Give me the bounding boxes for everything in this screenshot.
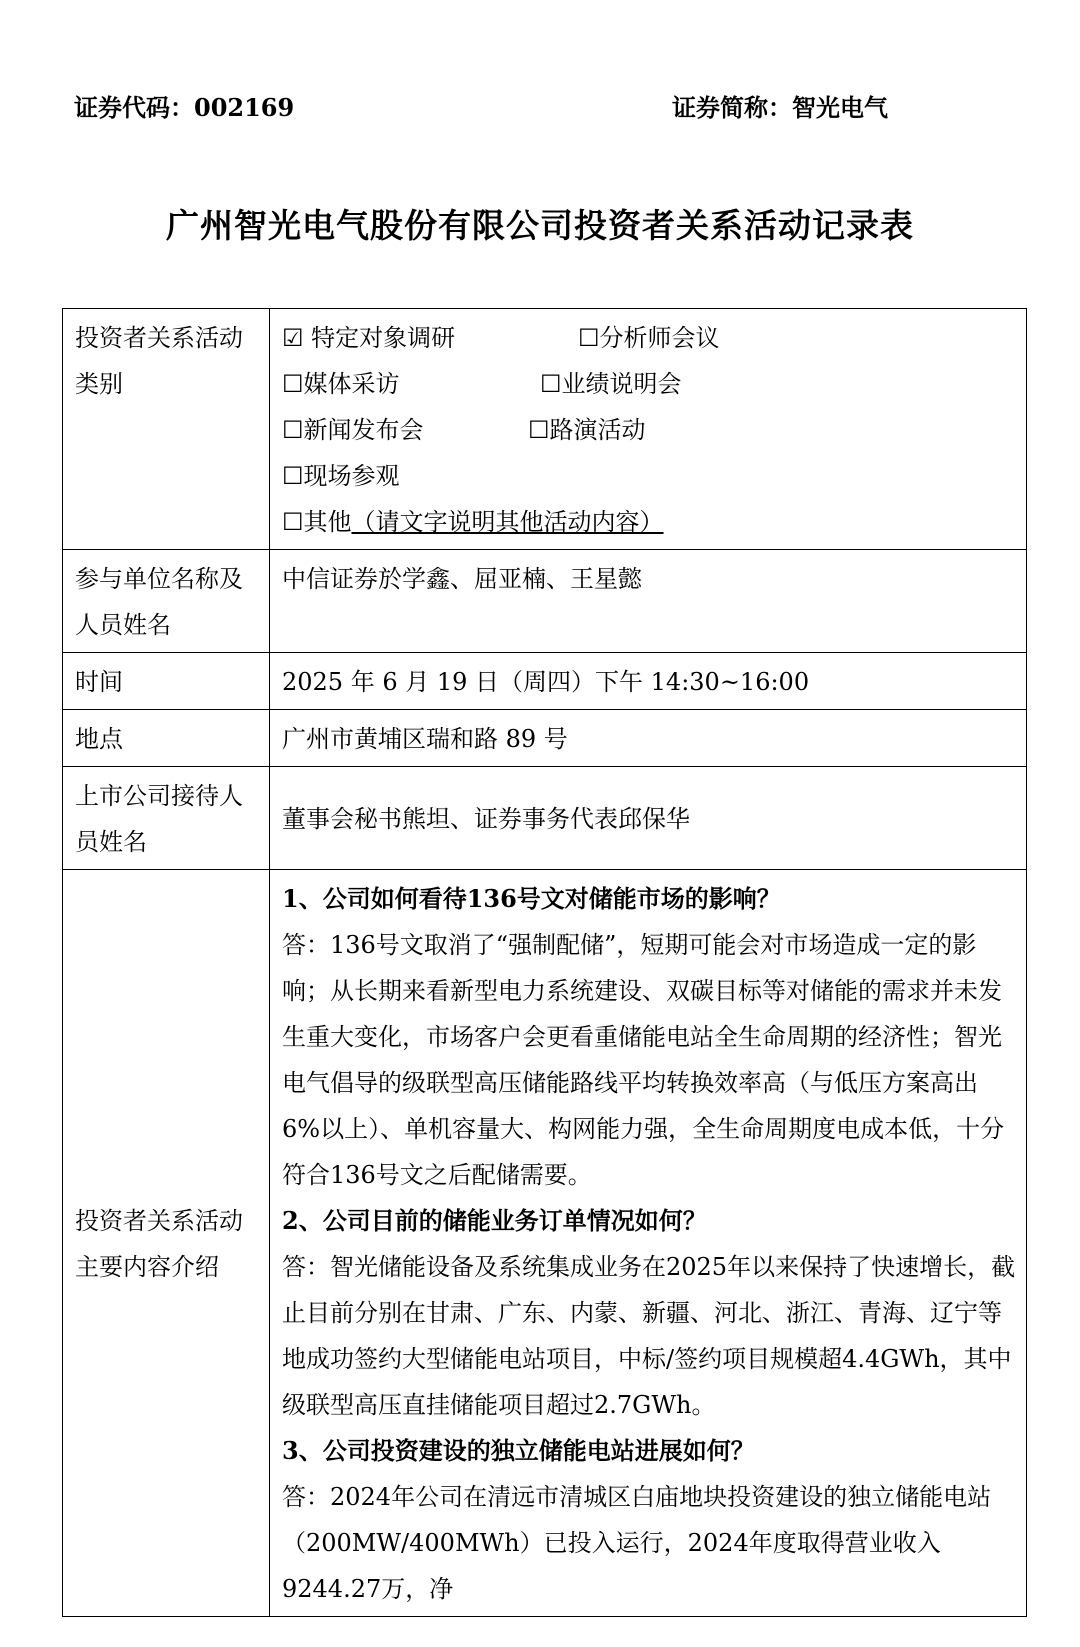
question-3: 3、公司投资建设的独立储能电站进展如何？ [282,1436,755,1465]
security-code: 证券代码：002169 [74,93,295,122]
page-title: 广州智光电气股份有限公司投资者关系活动记录表 [166,206,914,245]
answer-1: 答：136号文取消了“强制配储”，短期可能会对市场造成一定的影响；从长期来看新型电力系统建设、双碳目标等对储能的需求并未发生重大变化，市场客户会更看重储能电站全生命周期的经济性；智光电气倡导的级联型高压储能路线平均转换效率高（与低压方案高出6%以上）、单机容量大、构网能力强，全生命周期度电成本低，十分符合136号文之后配储需要。 [282,931,1005,1189]
record-table [62,308,1027,1617]
option-line-4 [282,453,1016,499]
label-time: 时间 [63,653,270,710]
option-earnings-briefing[interactable]: ☐业绩说明会 [540,370,682,398]
option-site-visit[interactable]: ☐现场参观 [282,462,400,490]
option-line-5 [282,499,1016,545]
value-time: 2025 年 6 月 19 日（周四）下午 14:30~16:00 [270,653,1027,710]
label-receivers: 上市公司接待人员姓名 [63,767,270,870]
question-2: 2、公司目前的储能业务订单情况如何？ [282,1206,707,1235]
row-content [63,870,1027,1617]
option-roadshow[interactable]: ☐路演活动 [528,416,646,444]
answer-3: 答：2024年公司在清远市清城区白庙地块投资建设的独立储能电站（200MW/400MWh）已投入运行，2024年度取得营业收入9244.27万，净 [282,1483,992,1603]
option-media-interview[interactable]: ☐媒体采访 [282,370,400,398]
activity-type-options [270,309,1027,550]
question-1: 1、公司如何看待136号文对储能市场的影响？ [282,884,781,913]
checkbox-icon: ☐ [282,370,304,398]
option-line-1 [282,315,1016,361]
option-line-3 [282,407,1016,453]
label-participants: 参与单位名称及人员姓名 [63,550,270,653]
row-activity-type [63,309,1027,550]
option-line-2 [282,361,1016,407]
checkbox-icon: ☐ [578,324,600,352]
row-place [63,710,1027,767]
value-receivers: 董事会秘书熊坦、证券事务代表邱保华 [270,767,1027,870]
label-place: 地点 [63,710,270,767]
answer-2: 答：智光储能设备及系统集成业务在2025年以来保持了快速增长，截止目前分别在甘肃、广东、内蒙、新疆、河北、浙江、青海、辽宁等地成功签约大型储能电站项目，中标/签约项目规模超4.4GWh，其中级联型高压直挂储能项目超过2.7GWh。 [282,1253,1016,1419]
option-other[interactable]: ☐其他 [282,508,352,536]
row-time [63,653,1027,710]
content-body [270,870,1027,1617]
row-receivers [63,767,1027,870]
option-press-conference[interactable]: ☐新闻发布会 [282,416,424,444]
value-participants: 中信证券於学鑫、屈亚楠、王星懿 [270,550,1027,653]
value-place: 广州市黄埔区瑞和路 89 号 [270,710,1027,767]
security-short-name: 证券简称：智光电气 [672,93,888,122]
checkbox-icon: ☐ [282,416,304,444]
checkbox-icon: ☐ [540,370,562,398]
checkbox-icon: ☐ [528,416,550,444]
checkbox-icon: ☐ [282,462,304,490]
option-analyst-meeting[interactable]: ☐分析师会议 [578,324,720,352]
row-participants [63,550,1027,653]
label-activity-type: 投资者关系活动类别 [63,309,270,550]
other-note: （请文字说明其他活动内容） [351,508,664,536]
checked-box-icon: ☑ [282,324,304,352]
label-content: 投资者关系活动主要内容介绍 [63,870,270,1617]
option-specific-research[interactable]: ☑ 特定对象调研 [282,324,456,352]
checkbox-icon: ☐ [282,508,304,536]
